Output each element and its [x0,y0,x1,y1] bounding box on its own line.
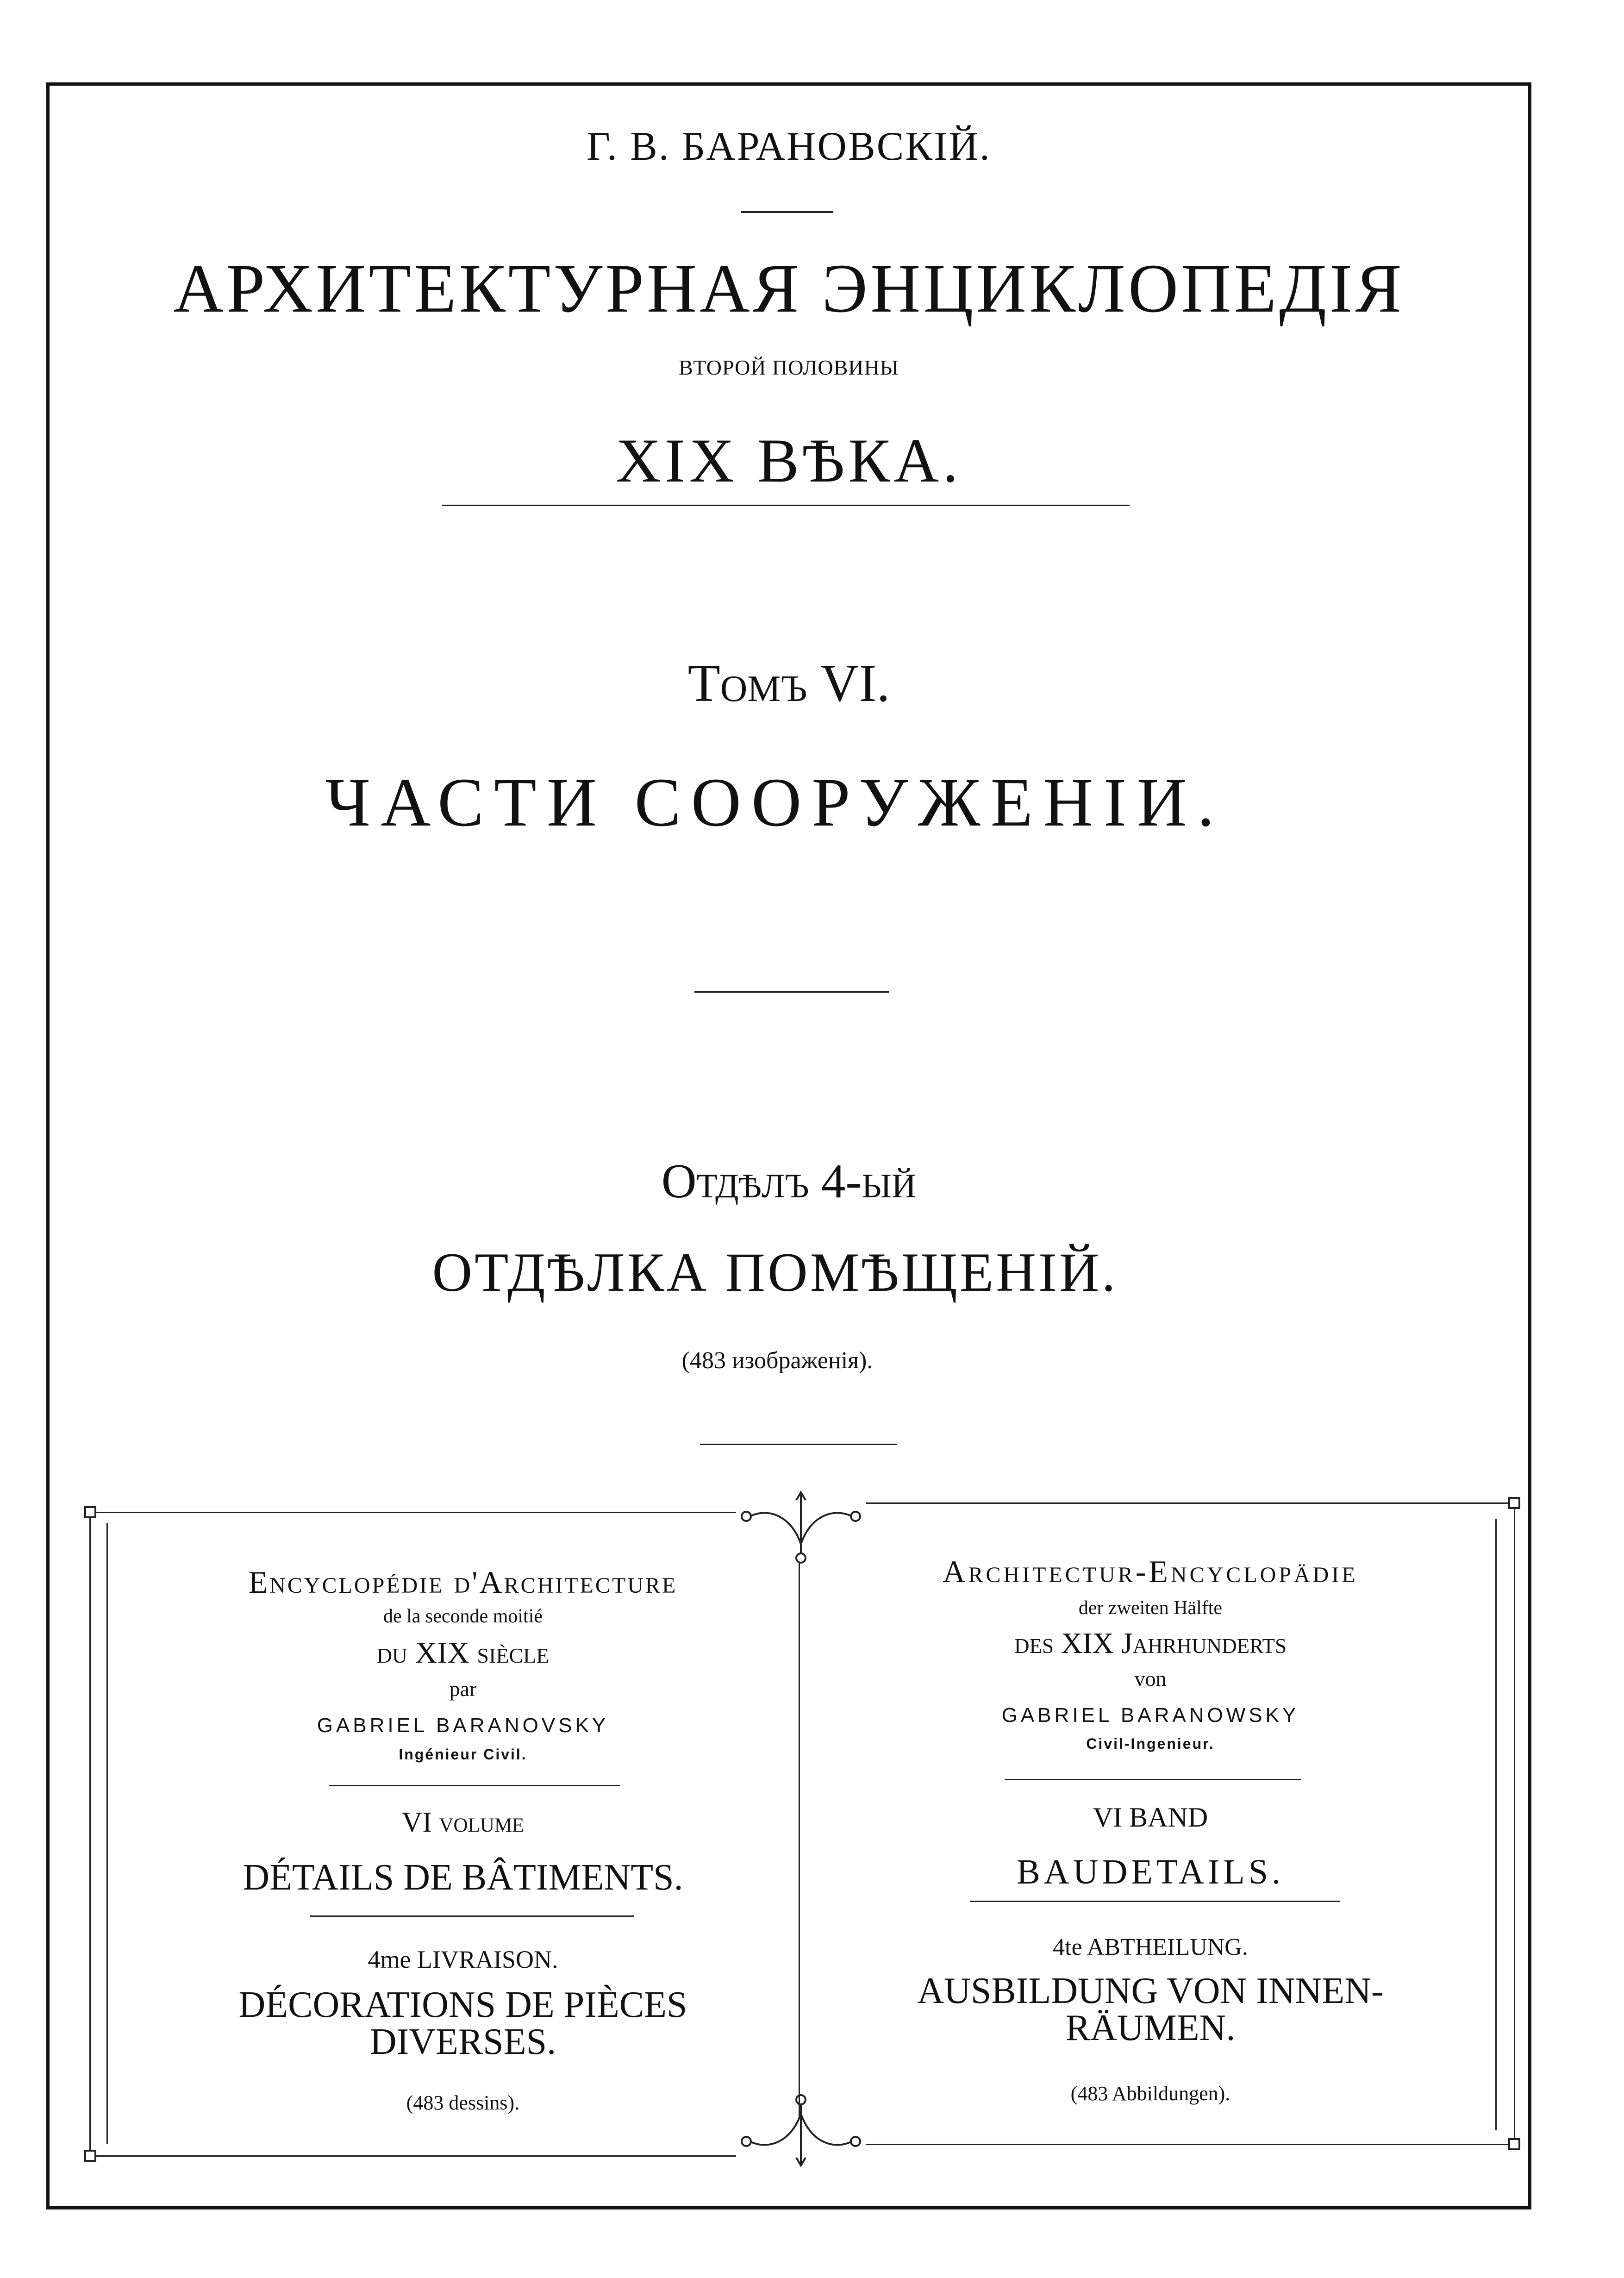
french-part-name-1: DÉCORATIONS DE PIÈCES [238,1984,687,2025]
french-volume-name: DÉTAILS DE BÂTIMENTS. [243,1857,683,1898]
french-part: 4me LIVRAISON. [368,1946,558,1973]
french-column [134,1502,792,2158]
german-line4: von [1134,1667,1167,1690]
volume-name: ЧАСТИ СООРУЖЕНІИ. [325,764,1225,841]
french-count: (483 dessins). [406,2091,520,2114]
french-role: Ingénieur Civil. [399,1746,527,1763]
german-title: Architectur-Encyclopädie [943,1554,1358,1589]
german-volume: VI BAND [1093,1802,1208,1833]
subtitle-small: ВТОРОЙ ПОЛОВИНЫ [679,356,899,379]
french-volume: VI volume [401,1807,525,1838]
section-label: Отдѣлъ 4-ый [661,1154,917,1208]
german-part-name-2: RÄUMEN. [1065,2008,1236,2048]
bilingual-panel [88,1502,1516,2158]
german-divider-2 [970,1901,1340,1902]
divider-mid [694,991,889,993]
divider-long [442,505,1130,506]
german-column [810,1502,1491,2158]
french-author: GABRIEL BARANOVSKY [317,1714,609,1737]
panel-right-inner-line [1495,1519,1497,2130]
russian-title-block [46,82,1531,1471]
section-name: ОТДѢЛКА ПОМѢЩЕНІЙ. [432,1241,1118,1303]
german-count: (483 Abbildungen). [1070,2082,1230,2105]
corner-top-left [84,1506,96,1518]
german-author: GABRIEL BARANOWSKY [1001,1704,1299,1727]
panel-center-divider [799,1563,800,2118]
author-name: Г. В. БАРАНОВСКІЙ. [587,124,991,169]
german-part: 4te ABTHEILUNG. [1053,1934,1248,1960]
divider-short [741,211,833,213]
panel-left-inner-line [106,1523,108,2144]
page-title: АРХИТЕКТУРНАЯ ЭНЦИКЛОПЕДІЯ [173,250,1405,327]
french-title: Encyclopédie d'Architecture [248,1565,678,1600]
century-title: XIX ВѢКА. [616,426,962,495]
french-line3: du XIX siècle [376,1636,550,1670]
german-line2: der zweiten Hälfte [1078,1597,1223,1619]
german-divider-1 [1005,1779,1301,1780]
french-divider-1 [329,1785,620,1786]
divider-lower [700,1444,897,1445]
panel-right-line [1514,1502,1515,2145]
corner-bottom-right [1508,2138,1520,2150]
german-role: Civil-Ingenieur. [1086,1735,1215,1752]
german-part-name-1: AUSBILDUNG VON INNEN- [917,1971,1384,2011]
french-line2: de la seconde moitié [383,1606,543,1627]
corner-top-right [1508,1497,1520,1509]
french-divider-2 [310,1915,634,1917]
french-line4: par [449,1677,477,1701]
volume-label: Томъ VI. [687,654,890,713]
panel-left-line [89,1512,91,2157]
german-volume-name: BAUDETAILS. [1017,1852,1284,1891]
corner-bottom-left [84,2150,96,2162]
section-count: (483 изображенія). [681,1347,873,1374]
german-line3: des XIX Jahrhunderts [1014,1627,1287,1659]
french-part-name-2: DIVERSES. [369,2021,556,2062]
